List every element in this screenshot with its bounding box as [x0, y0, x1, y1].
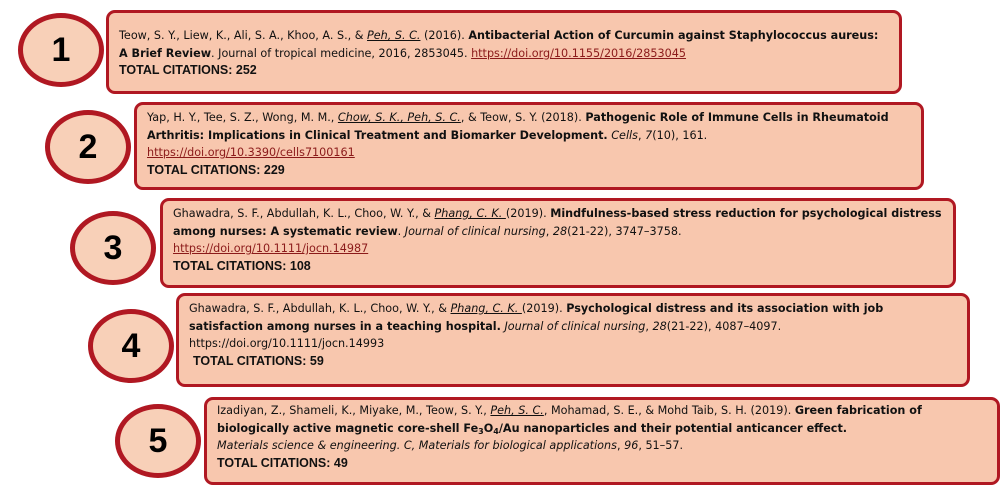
reference-text: Ghawadra, S. F., Abdullah, K. L., Choo, W. Y., & Phang, C. K. (2019). Psychological distress and its association with job satisfaction among nurses in a teaching hospital. Journal of clinical nursing, 28(21-22), 4087–4097. https://doi.org/10.1111/jocn.14993	[189, 302, 884, 350]
article-title: Psychological distress and its association with job satisfaction among nurses in a teaching hospital.	[189, 302, 884, 333]
highlighted-author: Phang, C. K.	[450, 302, 522, 315]
total-citations: TOTAL CITATIONS: 108	[173, 258, 311, 273]
reference-text: Teow, S. Y., Liew, K., Ali, S. A., Khoo, A. S., & Peh, S. C. (2016). Antibacterial Action of Curcumin against Staphylococcus aureus: A Brief Review. Journal of tropical medicine, 2016, 2853045. https://doi.org/10.1155/2016/2853045	[119, 29, 879, 60]
entry-number-badge	[88, 309, 174, 383]
total-citations: TOTAL CITATIONS: 252	[119, 63, 257, 77]
highlighted-author: Peh, S. C.	[367, 29, 421, 42]
entry-number-badge	[18, 13, 104, 87]
highlighted-author: Chow, S. K., Peh, S. C.	[337, 111, 461, 124]
doi-link[interactable]: https://doi.org/10.1155/2016/2853045	[471, 46, 687, 60]
reference-card-1	[106, 10, 902, 94]
journal-name: Journal of clinical nursing	[504, 319, 646, 333]
doi-link[interactable]: https://doi.org/10.3390/cells7100161	[147, 146, 355, 159]
entry-number: 2	[78, 127, 98, 166]
journal-name: Cells	[611, 128, 638, 142]
reference-text: Ghawadra, S. F., Abdullah, K. L., Choo, W. Y., & Phang, C. K. (2019). Mindfulness-based stress reduction for psychological distress among nurses: A systematic review. Journal of clinical nursing, 28(21-22), 3747–3758. https://doi.org/10.1111/jocn.14987	[173, 207, 942, 255]
journal-volume: 96	[624, 439, 639, 452]
reference-text: Izadiyan, Z., Shameli, K., Miyake, M., Teow, S. Y., Peh, S. C., Mohamad, S. E., & Mohd Taib, S. H. (2019). Green fabrication of biologically active magnetic core-shell $Fe_3O_4/Au$ nanoparticles and their potential anticancer effect. Materials science & engineering. C, Materials for biological applications, 96, 51–57.	[217, 404, 922, 452]
reference-card-5	[204, 397, 1000, 485]
journal-name: Journal of clinical nursing	[404, 224, 546, 238]
doi-link[interactable]: https://doi.org/10.1111/jocn.14993	[189, 337, 385, 350]
journal-volume: 7	[645, 128, 653, 142]
reference-card-3	[160, 198, 956, 288]
entry-number: 5	[148, 421, 168, 460]
article-title: Mindfulness-based stress reduction for psychological distress among nurses: A systematic review	[173, 207, 942, 238]
entry-number-badge	[70, 211, 156, 285]
entry-number-badge	[115, 404, 201, 478]
article-title: Green fabrication of biologically active magnetic core-shell $Fe_3O_4/Au$ nanoparticles and their potential anticancer effect.	[217, 404, 922, 436]
article-title: Pathogenic Role of Immune Cells in Rheumatoid Arthritis: Implications in Clinical Treatment and Biomarker Development.	[147, 111, 889, 142]
highlighted-author: Phang, C. K.	[434, 207, 506, 220]
journal-name: Materials science & engineering. C, Materials for biological applications	[217, 439, 617, 452]
entry-number: 3	[103, 228, 123, 267]
entry-number: 1	[51, 30, 71, 69]
total-citations: TOTAL CITATIONS: 229	[147, 162, 285, 177]
doi-link[interactable]: https://doi.org/10.1111/jocn.14987	[173, 242, 369, 255]
entry-number: 4	[121, 326, 141, 365]
entry-number-badge	[45, 110, 131, 184]
reference-text: Yap, H. Y., Tee, S. Z., Wong, M. M., Chow, S. K., Peh, S. C., & Teow, S. Y. (2018). Pathogenic Role of Immune Cells in Rheumatoid Arthritis: Implications in Clinical Treatment and Biomarker Development. Cells, 7(10), 161. https://doi.org/10.3390/cells7100161	[147, 111, 889, 159]
journal-volume: 28	[552, 224, 568, 238]
total-citations: TOTAL CITATIONS: 59	[193, 353, 324, 368]
journal-volume: 28	[652, 319, 667, 333]
reference-card-4	[176, 293, 970, 387]
total-citations: TOTAL CITATIONS: 49	[217, 455, 348, 470]
highlighted-author: Peh, S. C.	[490, 404, 544, 417]
reference-card-2	[134, 102, 924, 190]
article-title: Antibacterial Action of Curcumin against Staphylococcus aureus: A Brief Review	[119, 29, 879, 60]
